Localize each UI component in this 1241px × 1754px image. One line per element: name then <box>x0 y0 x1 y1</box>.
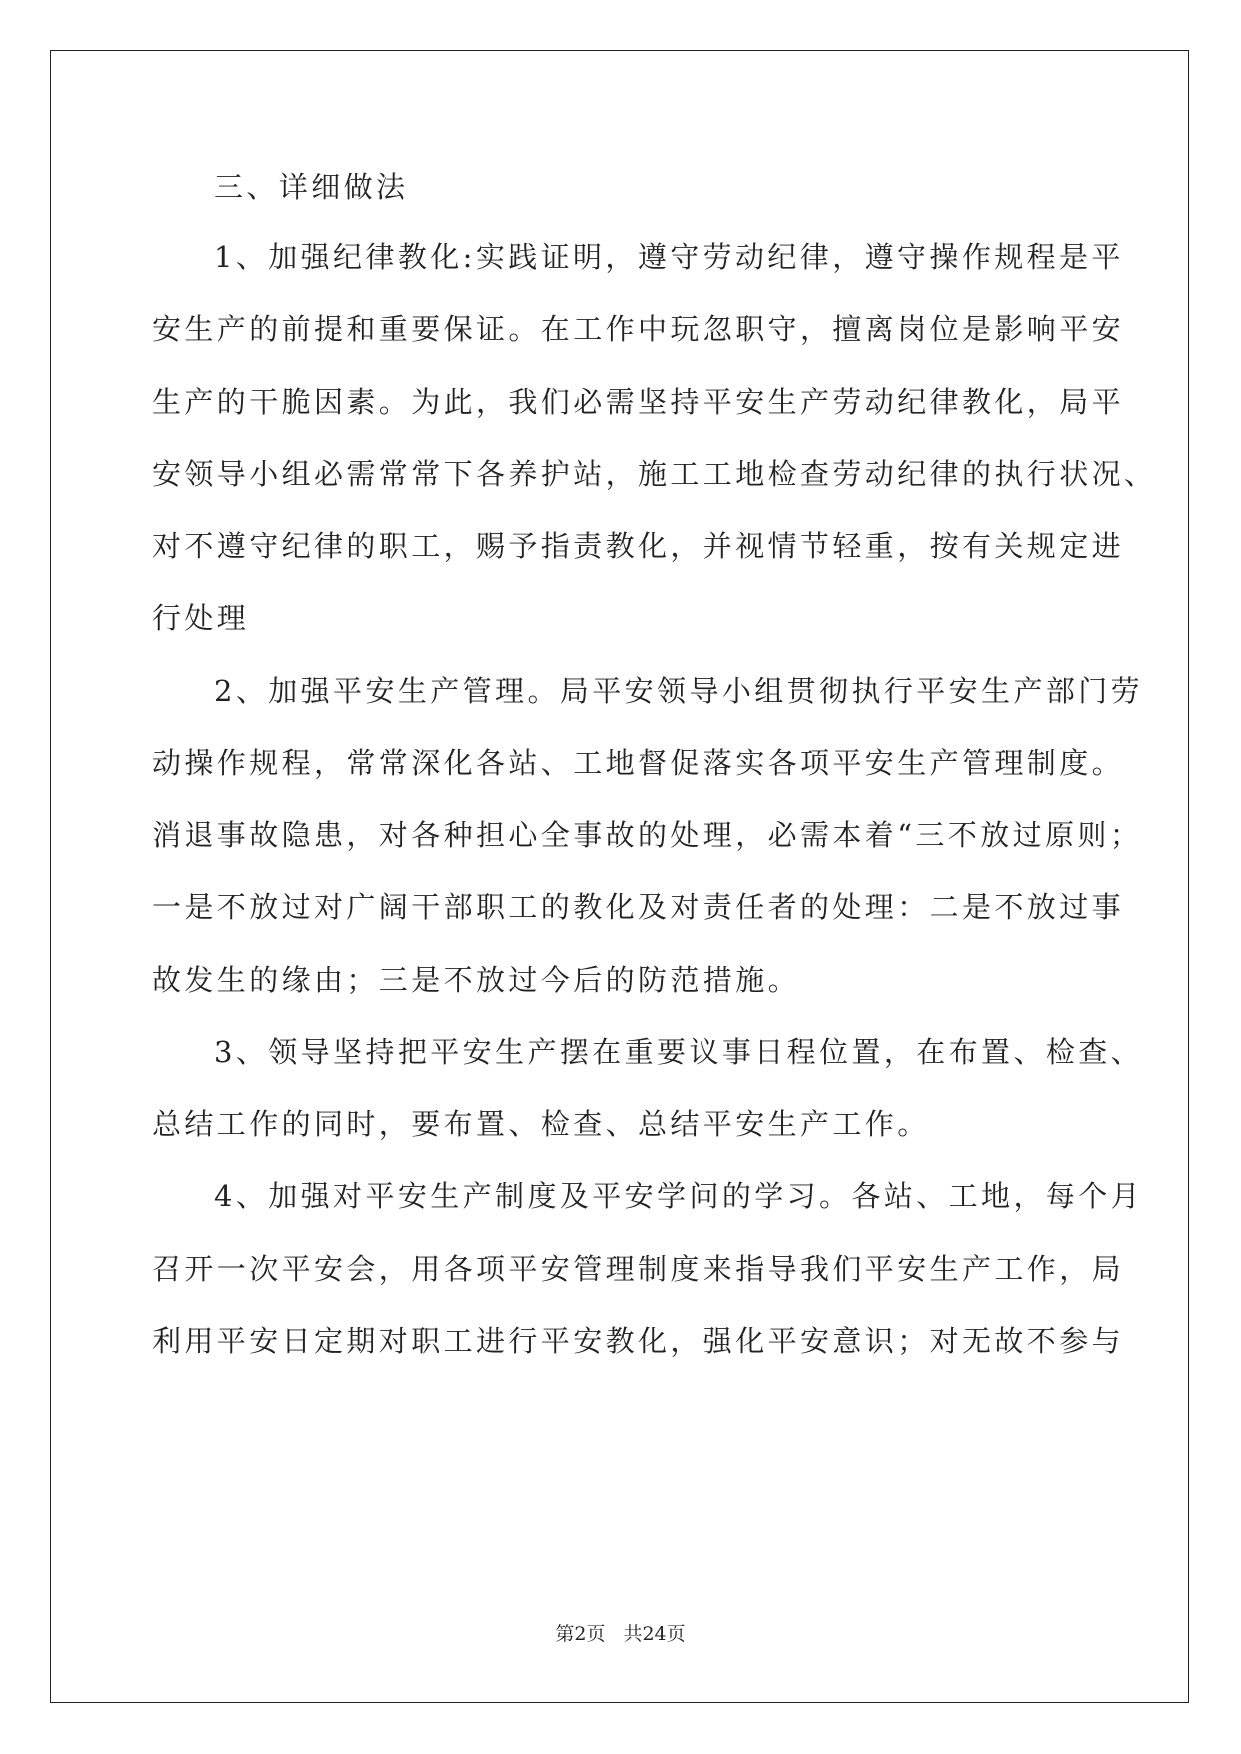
paragraph-line: 一是不放过对广阔干部职工的教化及对责任者的处理：二是不放过事 <box>152 890 1125 924</box>
paragraph-line: 利用平安日定期对职工进行平安教化，强化平安意识；对无故不参与 <box>152 1324 1125 1358</box>
page-total: 共24页 <box>623 1623 686 1645</box>
paragraph-line: 3、领导坚持把平安生产摆在重要议事日程位置，在布置、检查、 <box>214 1035 1144 1069</box>
paragraph-line: 动操作规程，常常深化各站、工地督促落实各项平安生产管理制度。 <box>152 746 1125 780</box>
paragraph-line: 对不遵守纪律的职工，赐予指责教化，并视情节轻重，按有关规定进 <box>152 529 1125 563</box>
paragraph-line: 总结工作的同时，要布置、检查、总结平安生产工作。 <box>152 1107 930 1141</box>
paragraph-line: 故发生的缘由；三是不放过今后的防范措施。 <box>152 963 801 997</box>
paragraph-line: 安生产的前提和重要保证。在工作中玩忽职守，擅离岗位是影响平安 <box>152 312 1125 346</box>
page-border <box>50 50 1189 1703</box>
paragraph-line: 消退事故隐患，对各种担心全事故的处理，必需本着“三不放过原则； <box>152 818 1143 852</box>
paragraph-line: 召开一次平安会，用各项平安管理制度来指导我们平安生产工作，局 <box>152 1252 1125 1286</box>
paragraph-line: 4、加强对平安生产制度及平安学问的学习。各站、工地，每个月 <box>214 1179 1144 1213</box>
paragraph-line: 2、加强平安生产管理。局平安领导小组贯彻执行平安生产部门劳 <box>214 674 1144 708</box>
paragraph-line: 1、加强纪律教化:实践证明，遵守劳动纪律，遵守操作规程是平 <box>214 240 1124 274</box>
paragraph-line: 安领导小组必需常常下各养护站，施工工地检查劳动纪律的执行状况、 <box>152 457 1157 491</box>
paragraph-line: 生产的干脆因素。为此，我们必需坚持平安生产劳动纪律教化，局平 <box>152 385 1125 419</box>
section-heading: 三、详细做法 <box>214 170 409 204</box>
paragraph-line: 行处理 <box>152 601 250 635</box>
page-number: 第2页 <box>555 1623 606 1645</box>
page-footer <box>0 1619 1241 1646</box>
